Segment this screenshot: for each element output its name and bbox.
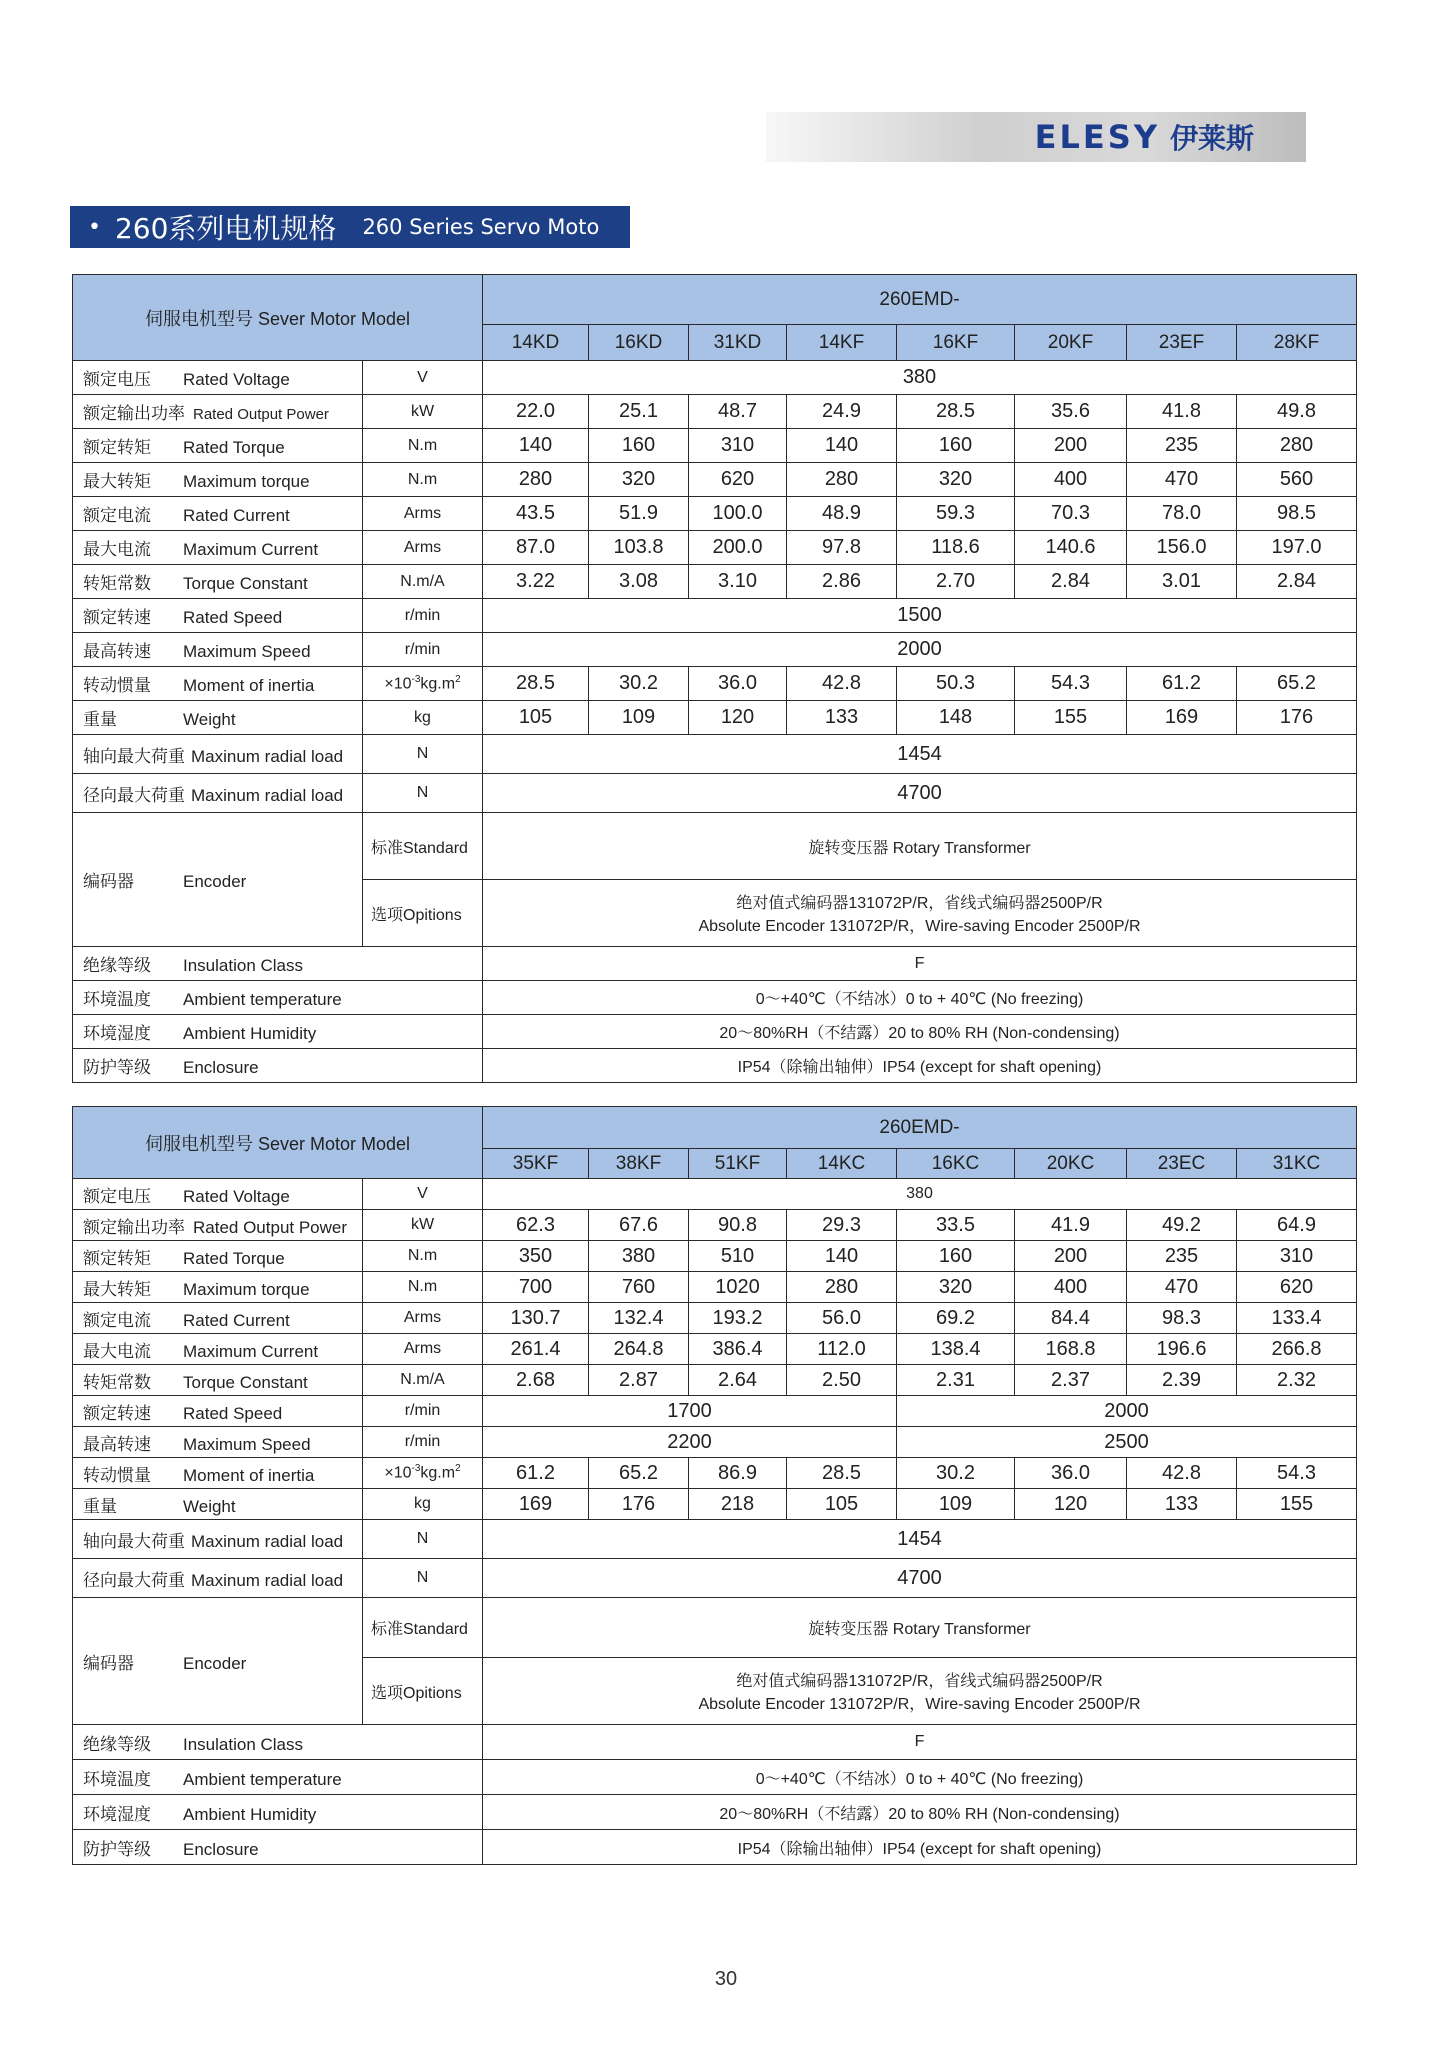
value-cell: 90.8 [689, 1210, 787, 1241]
unit-cell: r/min [363, 633, 483, 667]
value-cell: 20～80%RH（不结露）20 to 80% RH (Non-condensing) [483, 1015, 1357, 1049]
value-cell: 2.84 [1237, 565, 1357, 599]
table-row [73, 667, 1357, 701]
value-cell: 155 [1237, 1489, 1357, 1520]
value-cell: 50.3 [897, 667, 1015, 701]
value-cell: 160 [897, 429, 1015, 463]
value-cell: 200.0 [689, 531, 787, 565]
unit-cell: V [363, 1179, 483, 1210]
row-label: 额定转速 Rated Speed [73, 1396, 363, 1427]
row-label: 环境温度 Ambient temperature [73, 981, 483, 1015]
value-cell: 200 [1015, 1241, 1127, 1272]
table-row [73, 1830, 1357, 1865]
table-row [73, 1303, 1357, 1334]
value-cell: 700 [483, 1272, 589, 1303]
model-cell: 14KD [483, 325, 589, 361]
row-label: 环境湿度 Ambient Humidity [73, 1015, 483, 1049]
value-cell: 310 [689, 429, 787, 463]
value-cell: 2.86 [787, 565, 897, 599]
value-cell: 3.10 [689, 565, 787, 599]
value-cell: 470 [1127, 1272, 1237, 1303]
value-cell: 280 [483, 463, 589, 497]
value-cell: 20～80%RH（不结露）20 to 80% RH (Non-condensing) [483, 1795, 1357, 1830]
encoder-options-value: 绝对值式编码器131072P/R，省线式编码器2500P/R Absolute Encoder 131072P/R，Wire-saving Encoder 2500P/R [483, 880, 1357, 947]
value-cell: 320 [589, 463, 689, 497]
value-cell: IP54（除输出轴伸）IP54 (except for shaft opening) [483, 1049, 1357, 1083]
row-label: 编码器 Encoder [73, 813, 363, 947]
value-cell: 3.01 [1127, 565, 1237, 599]
unit-cell: N.m [363, 429, 483, 463]
table-row [73, 1520, 1357, 1559]
row-label: 额定转矩 Rated Torque [73, 1241, 363, 1272]
table-row [73, 599, 1357, 633]
row-label: 重量 Weight [73, 701, 363, 735]
value-cell: 140.6 [1015, 531, 1127, 565]
row-label: 转矩常数 Torque Constant [73, 565, 363, 599]
value-cell: 470 [1127, 463, 1237, 497]
model-cell: 20KF [1015, 325, 1127, 361]
row-label: 转动惯量 Moment of inertia [73, 667, 363, 701]
model-cell: 14KC [787, 1149, 897, 1179]
value-cell: 2.32 [1237, 1365, 1357, 1396]
value-cell: 65.2 [589, 1458, 689, 1489]
encoder-standard-value: 旋转变压器 Rotary Transformer [483, 1598, 1357, 1658]
section-title [70, 206, 630, 248]
value-cell: 24.9 [787, 395, 897, 429]
row-label: 绝缘等级 Insulation Class [73, 947, 483, 981]
table-row [73, 1489, 1357, 1520]
value-cell: 155 [1015, 701, 1127, 735]
value-cell: 510 [689, 1241, 787, 1272]
value-cell: 235 [1127, 429, 1237, 463]
value-cell: 0～+40℃（不结冰）0 to + 40℃ (No freezing) [483, 981, 1357, 1015]
value-cell: 36.0 [1015, 1458, 1127, 1489]
value-cell: 620 [689, 463, 787, 497]
value-cell: 120 [689, 701, 787, 735]
value-cell: 130.7 [483, 1303, 589, 1334]
value-cell: 51.9 [589, 497, 689, 531]
value-cell: 235 [1127, 1241, 1237, 1272]
model-cell: 28KF [1237, 325, 1357, 361]
value-cell: 48.7 [689, 395, 787, 429]
row-label: 径向最大荷重 Maxinum radial load [73, 1559, 363, 1598]
row-label: 最大电流 Maximum Current [73, 531, 363, 565]
model-label: 伺服电机型号 Sever Motor Model [73, 275, 483, 361]
value-cell: 200 [1015, 429, 1127, 463]
value-cell: 105 [483, 701, 589, 735]
table-row [73, 565, 1357, 599]
table-row [73, 1241, 1357, 1272]
encoder-standard-value: 旋转变压器 Rotary Transformer [483, 813, 1357, 880]
value-cell: 2000 [483, 633, 1357, 667]
value-cell: 169 [1127, 701, 1237, 735]
model-cell: 31KD [689, 325, 787, 361]
unit-cell: Arms [363, 497, 483, 531]
value-cell: F [483, 947, 1357, 981]
logo-en: ELESY [1034, 118, 1160, 156]
unit-cell: V [363, 361, 483, 395]
value-cell: 197.0 [1237, 531, 1357, 565]
value-cell: 2.39 [1127, 1365, 1237, 1396]
value-cell: 168.8 [1015, 1334, 1127, 1365]
row-label: 重量 Weight [73, 1489, 363, 1520]
table-row [73, 981, 1357, 1015]
value-cell: 35.6 [1015, 395, 1127, 429]
value-cell: 28.5 [483, 667, 589, 701]
value-cell: 156.0 [1127, 531, 1237, 565]
value-cell: 100.0 [689, 497, 787, 531]
row-label: 防护等级 Enclosure [73, 1830, 483, 1865]
value-cell: 41.9 [1015, 1210, 1127, 1241]
table-row [73, 1396, 1357, 1427]
row-label: 最大转矩 Maximum torque [73, 1272, 363, 1303]
unit-cell: kg [363, 1489, 483, 1520]
row-label: 防护等级 Enclosure [73, 1049, 483, 1083]
unit-cell: N.m [363, 1241, 483, 1272]
table-row [73, 1559, 1357, 1598]
value-cell: 2.64 [689, 1365, 787, 1396]
value-cell: 42.8 [787, 667, 897, 701]
row-label: 额定输出功率 Rated Output Power [73, 395, 363, 429]
model-cell: 23EF [1127, 325, 1237, 361]
value-cell: 160 [589, 429, 689, 463]
value-cell: 310 [1237, 1241, 1357, 1272]
value-cell: 49.8 [1237, 395, 1357, 429]
value-cell: 120 [1015, 1489, 1127, 1520]
unit-cell: N.m [363, 1272, 483, 1303]
table-row [73, 1210, 1357, 1241]
unit-cell: N.m/A [363, 1365, 483, 1396]
table-row [73, 497, 1357, 531]
value-cell: 112.0 [787, 1334, 897, 1365]
value-cell: 380 [483, 361, 1357, 395]
model-cell: 38KF [589, 1149, 689, 1179]
value-cell: 1454 [483, 735, 1357, 774]
value-cell: 140 [787, 1241, 897, 1272]
row-label: 额定转速 Rated Speed [73, 599, 363, 633]
value-cell: 84.4 [1015, 1303, 1127, 1334]
table-row [73, 1015, 1357, 1049]
model-cell: 20KC [1015, 1149, 1127, 1179]
value-cell: 620 [1237, 1272, 1357, 1303]
value-cell: 97.8 [787, 531, 897, 565]
table-row [73, 947, 1357, 981]
table-row [73, 429, 1357, 463]
value-cell: 140 [787, 429, 897, 463]
value-cell: 169 [483, 1489, 589, 1520]
value-cell: 1454 [483, 1520, 1357, 1559]
spec-table-2 [72, 1106, 1357, 1865]
encoder-options-label: 选项Opitions [363, 880, 483, 947]
encoder-standard-label: 标准Standard [363, 813, 483, 880]
page-number: 30 [714, 1968, 738, 1990]
value-cell: 350 [483, 1241, 589, 1272]
value-cell: 49.2 [1127, 1210, 1237, 1241]
unit-cell: $\times 10^{-3}kg.m^2$ [363, 667, 483, 701]
unit-cell: N.m/A [363, 565, 483, 599]
value-cell: 36.0 [689, 667, 787, 701]
row-label: 额定电流 Rated Current [73, 497, 363, 531]
value-cell: 560 [1237, 463, 1357, 497]
table-row [73, 774, 1357, 813]
value-cell: 64.9 [1237, 1210, 1357, 1241]
spec-table-1 [72, 274, 1357, 1083]
unit-cell: kg [363, 701, 483, 735]
row-label: 编码器 Encoder [73, 1598, 363, 1725]
value-cell: 280 [787, 463, 897, 497]
value-cell: 2.70 [897, 565, 1015, 599]
header-row [73, 1107, 1357, 1149]
table-row [73, 1272, 1357, 1303]
table-row [73, 701, 1357, 735]
value-cell: 196.6 [1127, 1334, 1237, 1365]
value-cell: 70.3 [1015, 497, 1127, 531]
model-cell: 31KC [1237, 1149, 1357, 1179]
value-cell: 2500 [897, 1427, 1357, 1458]
value-cell: 67.6 [589, 1210, 689, 1241]
row-label: 环境温度 Ambient temperature [73, 1760, 483, 1795]
value-cell: 400 [1015, 463, 1127, 497]
value-cell: 62.3 [483, 1210, 589, 1241]
value-cell: 98.5 [1237, 497, 1357, 531]
row-label: 最大电流 Maximum Current [73, 1334, 363, 1365]
table-row [73, 463, 1357, 497]
model-cell: 16KF [897, 325, 1015, 361]
unit-cell: N [363, 735, 483, 774]
value-cell: 43.5 [483, 497, 589, 531]
row-label: 转矩常数 Torque Constant [73, 1365, 363, 1396]
row-label: 绝缘等级 Insulation Class [73, 1725, 483, 1760]
row-label: 额定转矩 Rated Torque [73, 429, 363, 463]
encoder-options-value: 绝对值式编码器131072P/R，省线式编码器2500P/R Absolute Encoder 131072P/R，Wire-saving Encoder 2500P/R [483, 1658, 1357, 1725]
value-cell: 2.50 [787, 1365, 897, 1396]
series-name: 260EMD- [483, 1107, 1357, 1149]
value-cell: 54.3 [1015, 667, 1127, 701]
row-label: 径向最大荷重 Maxinum radial load [73, 774, 363, 813]
value-cell: 176 [589, 1489, 689, 1520]
row-label: 环境湿度 Ambient Humidity [73, 1795, 483, 1830]
value-cell: 78.0 [1127, 497, 1237, 531]
model-cell: 51KF [689, 1149, 787, 1179]
model-label: 伺服电机型号 Sever Motor Model [73, 1107, 483, 1179]
table-row [73, 1049, 1357, 1083]
value-cell: 118.6 [897, 531, 1015, 565]
value-cell: 69.2 [897, 1303, 1015, 1334]
row-label: 最高转速 Maximum Speed [73, 1427, 363, 1458]
value-cell: 1020 [689, 1272, 787, 1303]
value-cell: 59.3 [897, 497, 1015, 531]
value-cell: 261.4 [483, 1334, 589, 1365]
table-row [73, 735, 1357, 774]
table-row [73, 1725, 1357, 1760]
value-cell: 1700 [483, 1396, 897, 1427]
unit-cell: kW [363, 1210, 483, 1241]
value-cell: 140 [483, 429, 589, 463]
value-cell: 320 [897, 463, 1015, 497]
value-cell: 30.2 [897, 1458, 1015, 1489]
value-cell: 760 [589, 1272, 689, 1303]
table-row [73, 1598, 1357, 1658]
value-cell: 0～+40℃（不结冰）0 to + 40℃ (No freezing) [483, 1760, 1357, 1795]
value-cell: 109 [589, 701, 689, 735]
value-cell: 2.37 [1015, 1365, 1127, 1396]
value-cell: 98.3 [1127, 1303, 1237, 1334]
value-cell: 54.3 [1237, 1458, 1357, 1489]
encoder-options-label: 选项Opitions [363, 1658, 483, 1725]
value-cell: 2.84 [1015, 565, 1127, 599]
unit-cell: r/min [363, 1427, 483, 1458]
table-row [73, 813, 1357, 880]
value-cell: 2.87 [589, 1365, 689, 1396]
value-cell: 380 [483, 1179, 1357, 1210]
value-cell: 4700 [483, 1559, 1357, 1598]
value-cell: 1500 [483, 599, 1357, 633]
value-cell: 133.4 [1237, 1303, 1357, 1334]
table-row [73, 531, 1357, 565]
row-label: 最大转矩 Maximum torque [73, 463, 363, 497]
value-cell: 87.0 [483, 531, 589, 565]
brand-logo [766, 112, 1306, 162]
value-cell: 2.68 [483, 1365, 589, 1396]
table-row [73, 1760, 1357, 1795]
value-cell: 176 [1237, 701, 1357, 735]
row-label: 轴向最大荷重 Maxinum radial load [73, 1520, 363, 1559]
model-cell: 35KF [483, 1149, 589, 1179]
value-cell: 280 [787, 1272, 897, 1303]
value-cell: IP54（除输出轴伸）IP54 (except for shaft opening) [483, 1830, 1357, 1865]
value-cell: 386.4 [689, 1334, 787, 1365]
value-cell: 193.2 [689, 1303, 787, 1334]
row-label: 最高转速 Maximum Speed [73, 633, 363, 667]
logo-cn: 伊莱斯 [1169, 122, 1254, 155]
table-row [73, 1365, 1357, 1396]
unit-cell: r/min [363, 599, 483, 633]
value-cell: 280 [1237, 429, 1357, 463]
value-cell: 380 [589, 1241, 689, 1272]
value-cell: 4700 [483, 774, 1357, 813]
value-cell: 28.5 [897, 395, 1015, 429]
row-label: 额定电压 Rated Voltage [73, 361, 363, 395]
value-cell: 3.22 [483, 565, 589, 599]
unit-cell: N.m [363, 463, 483, 497]
value-cell: 400 [1015, 1272, 1127, 1303]
title-cn: 260系列电机规格 [114, 212, 337, 245]
bullet-icon: • [88, 214, 101, 240]
value-cell: 2.31 [897, 1365, 1015, 1396]
unit-cell: kW [363, 395, 483, 429]
value-cell: 160 [897, 1241, 1015, 1272]
model-cell: 23EC [1127, 1149, 1237, 1179]
table-row [73, 1795, 1357, 1830]
unit-cell: r/min [363, 1396, 483, 1427]
model-cell: 14KF [787, 325, 897, 361]
unit-cell: N [363, 1559, 483, 1598]
unit-cell: Arms [363, 1303, 483, 1334]
value-cell: 29.3 [787, 1210, 897, 1241]
unit-cell: $\times 10^{-3}kg.m^2$ [363, 1458, 483, 1489]
table-row [73, 1458, 1357, 1489]
value-cell: 2000 [897, 1396, 1357, 1427]
value-cell: 133 [1127, 1489, 1237, 1520]
value-cell: 103.8 [589, 531, 689, 565]
value-cell: 264.8 [589, 1334, 689, 1365]
value-cell: 86.9 [689, 1458, 787, 1489]
value-cell: F [483, 1725, 1357, 1760]
value-cell: 28.5 [787, 1458, 897, 1489]
value-cell: 61.2 [1127, 667, 1237, 701]
value-cell: 42.8 [1127, 1458, 1237, 1489]
value-cell: 30.2 [589, 667, 689, 701]
value-cell: 320 [897, 1272, 1015, 1303]
header-row [73, 275, 1357, 325]
value-cell: 65.2 [1237, 667, 1357, 701]
value-cell: 25.1 [589, 395, 689, 429]
value-cell: 266.8 [1237, 1334, 1357, 1365]
row-label: 额定电流 Rated Current [73, 1303, 363, 1334]
table-row [73, 633, 1357, 667]
value-cell: 132.4 [589, 1303, 689, 1334]
value-cell: 218 [689, 1489, 787, 1520]
value-cell: 133 [787, 701, 897, 735]
value-cell: 2200 [483, 1427, 897, 1458]
unit-cell: Arms [363, 531, 483, 565]
unit-cell: N [363, 1520, 483, 1559]
row-label: 额定输出功率 Rated Output Power [73, 1210, 363, 1241]
row-label: 转动惯量 Moment of inertia [73, 1458, 363, 1489]
value-cell: 56.0 [787, 1303, 897, 1334]
value-cell: 33.5 [897, 1210, 1015, 1241]
table-row [73, 1427, 1357, 1458]
value-cell: 61.2 [483, 1458, 589, 1489]
encoder-standard-label: 标准Standard [363, 1598, 483, 1658]
table-row [73, 1334, 1357, 1365]
unit-cell: Arms [363, 1334, 483, 1365]
value-cell: 109 [897, 1489, 1015, 1520]
title-en: 260 Series Servo Moto [362, 215, 600, 239]
value-cell: 105 [787, 1489, 897, 1520]
row-label: 轴向最大荷重 Maxinum radial load [73, 735, 363, 774]
value-cell: 48.9 [787, 497, 897, 531]
value-cell: 3.08 [589, 565, 689, 599]
model-cell: 16KC [897, 1149, 1015, 1179]
row-label: 额定电压 Rated Voltage [73, 1179, 363, 1210]
model-cell: 16KD [589, 325, 689, 361]
value-cell: 22.0 [483, 395, 589, 429]
table-row [73, 395, 1357, 429]
value-cell: 138.4 [897, 1334, 1015, 1365]
table-row [73, 361, 1357, 395]
value-cell: 41.8 [1127, 395, 1237, 429]
table-row [73, 1179, 1357, 1210]
series-name: 260EMD- [483, 275, 1357, 325]
value-cell: 148 [897, 701, 1015, 735]
unit-cell: N [363, 774, 483, 813]
